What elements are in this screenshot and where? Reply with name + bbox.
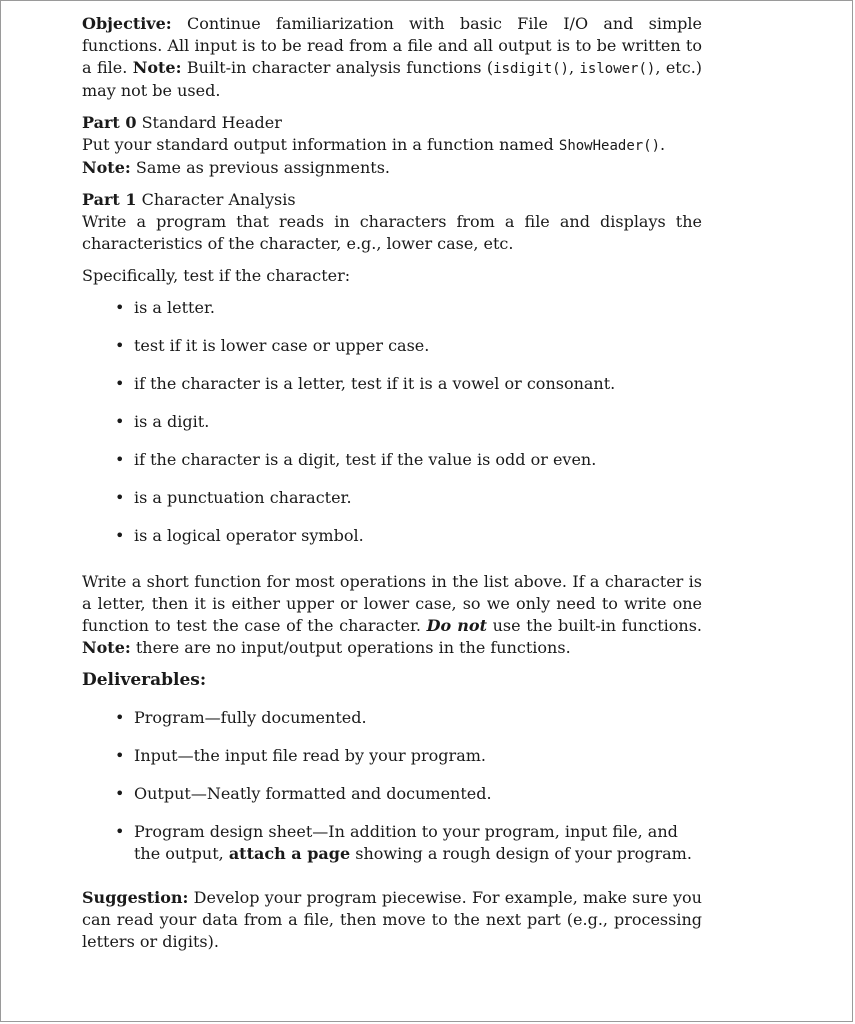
bullet-icon: • <box>115 336 125 355</box>
list-item <box>82 821 702 865</box>
bullet-icon: • <box>115 412 125 431</box>
bullet-icon: • <box>115 488 125 507</box>
list-item <box>82 297 702 319</box>
part0-note-label: Note: <box>82 158 131 177</box>
bullet-icon: • <box>115 526 125 545</box>
list-item-text: is a punctuation character. <box>134 488 352 507</box>
bullet-icon: • <box>115 450 125 469</box>
functions-text-pre: Write a short function for most operations in the list above. If a character is a letter, then it is either upper or lower case, so we only need to write one function to test the case of the character. <box>82 572 702 635</box>
list-item <box>82 411 702 433</box>
code-islower: islower() <box>579 61 656 77</box>
list-item <box>82 525 702 547</box>
code-isdigit: isdigit() <box>493 61 569 77</box>
part1-text: Write a program that reads in characters from a file and displays the characteristics of the character, e.g., lower case, etc. <box>82 212 702 253</box>
part0-title: Standard Header <box>141 113 282 132</box>
objective-label: Objective: <box>82 14 172 33</box>
part0-text-post: . <box>660 135 666 154</box>
bullet-icon: • <box>115 298 125 317</box>
design-sheet-pre: Program design sheet—In addition to your program, input file, and the output, <box>134 822 678 863</box>
bullet-icon: • <box>115 374 125 393</box>
part0-note <box>82 157 702 179</box>
part1-intro: Specifically, test if the character: <box>82 266 351 285</box>
objective-text: Continue familiarization with basic File I/O and simple functions. All input is to be read from a file and all output is to be written to a file. <box>82 14 702 77</box>
part1-label: Part 1 <box>82 190 137 209</box>
list-item-text: is a digit. <box>134 412 210 431</box>
suggestion-paragraph <box>82 887 702 953</box>
list-item-text: Program—fully documented. <box>134 708 367 727</box>
list-item-text: Output—Neatly formatted and documented. <box>134 784 492 803</box>
design-sheet-post: showing a rough design of your program. <box>355 844 692 863</box>
bullet-icon: • <box>115 822 125 841</box>
part0-body <box>82 134 702 157</box>
bullet-icon: • <box>115 708 125 727</box>
deliverables-title: Deliverables: <box>82 670 207 690</box>
part0-heading <box>82 112 702 134</box>
list-item <box>82 745 702 767</box>
functions-paragraph <box>82 571 702 659</box>
part0-note-text: Same as previous assignments. <box>135 158 390 177</box>
list-item <box>82 373 702 395</box>
list-item-text: test if it is lower case or upper case. <box>134 336 430 355</box>
bullet-icon: • <box>115 746 125 765</box>
functions-note-label: Note: <box>82 638 131 657</box>
deliverables-list <box>82 707 702 865</box>
assignment-document <box>82 13 702 953</box>
list-item <box>82 335 702 357</box>
list-item <box>82 707 702 729</box>
list-item <box>82 487 702 509</box>
suggestion-label: Suggestion: <box>82 888 189 907</box>
list-item-text: is a logical operator symbol. <box>134 526 364 545</box>
objective-note-pre: Built-in character analysis functions ( <box>186 58 494 77</box>
functions-text-post: use the built-in functions. <box>492 616 703 635</box>
objective-note-label: Note: <box>132 58 182 77</box>
part0-label: Part 0 <box>82 113 137 132</box>
list-item-text: if the character is a digit, test if the value is odd or even. <box>134 450 597 469</box>
do-not-emphasis: Do not <box>426 616 487 635</box>
list-item <box>82 449 702 471</box>
part0-text-pre: Put your standard output information in a function named <box>82 135 559 154</box>
objective-paragraph <box>82 13 702 102</box>
part1-title: Character Analysis <box>141 190 296 209</box>
objective-sep: , <box>568 58 580 77</box>
bullet-icon: • <box>115 784 125 803</box>
attach-a-page: attach a page <box>228 844 351 863</box>
objective-note-post: , etc.) may not be used. <box>82 58 703 100</box>
list-item-text: is a letter. <box>134 298 215 317</box>
list-item-text: if the character is a letter, test if it is a vowel or consonant. <box>134 374 616 393</box>
suggestion-text: Develop your program piecewise. For example, make sure you can read your data from a file, then move to the next part (e.g., processing letters or digits). <box>82 888 702 951</box>
code-showheader: ShowHeader() <box>558 138 661 154</box>
list-item-text: Input—the input file read by your program. <box>134 746 486 765</box>
part1-heading <box>82 189 702 211</box>
list-item <box>82 783 702 805</box>
functions-note-text: there are no input/output operations in the functions. <box>135 638 571 657</box>
character-tests-list <box>82 297 702 547</box>
